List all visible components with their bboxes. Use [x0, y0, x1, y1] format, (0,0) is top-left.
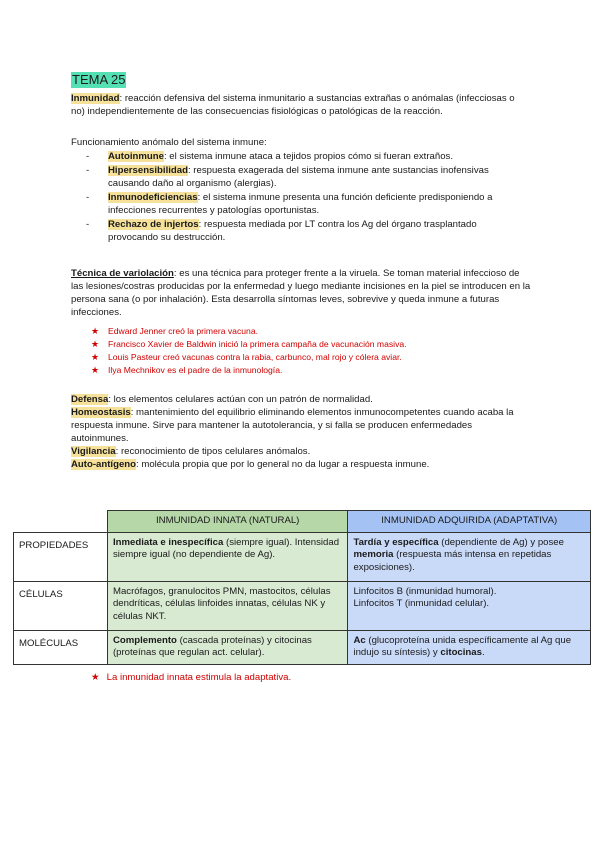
definition-term: Defensa: [71, 394, 109, 405]
definition-term: Auto-antígeno: [71, 459, 137, 470]
table-row: [14, 630, 591, 664]
variolation-paragraph: [71, 267, 531, 319]
dash-icon: -: [86, 219, 90, 230]
star-icon: ★: [91, 672, 100, 683]
bullet-term: Hipersensibilidad: [108, 165, 188, 176]
cell-text: Linfocitos B (inmunidad humoral).: [353, 585, 497, 597]
list-item: [91, 364, 521, 377]
list-item: [86, 191, 526, 217]
adaptive-properties-cell: [348, 532, 591, 581]
list-item: [86, 218, 526, 244]
abnormal-intro: Funcionamiento anómalo del sistema inmune:: [71, 137, 267, 148]
variolation-term: Técnica de variolación: [71, 268, 174, 279]
history-text: Ilya Mechnikov es el padre de la inmunología.: [108, 365, 283, 375]
list-item: [91, 338, 521, 351]
definition-autoantigeno: [71, 458, 531, 471]
star-icon: ★: [91, 365, 100, 375]
note-text: La inmunidad innata estimula la adaptativa.: [106, 672, 292, 683]
history-text: Louis Pasteur creó vacunas contra la rabia, carbunco, mal rojo y cólera aviar.: [108, 352, 402, 362]
row-label: MOLÉCULAS: [14, 630, 108, 664]
definition-text: : reconocimiento de tipos celulares anómalos.: [115, 446, 311, 457]
cell-bold-text: Complemento: [112, 634, 177, 646]
definition-homeostasis: [71, 406, 531, 445]
row-label: PROPIEDADES: [14, 532, 108, 581]
adaptive-molecules-cell: [348, 630, 591, 664]
adaptive-cells-cell: [348, 581, 591, 630]
adaptive-column-header: INMUNIDAD ADQUIRIDA (ADAPTATIVA): [348, 511, 591, 533]
cell-bold-text: Tardía y específica: [353, 536, 439, 548]
definition-term: Homeostasis: [71, 407, 131, 418]
table-row: [14, 532, 591, 581]
innate-column-header: INMUNIDAD INNATA (NATURAL): [107, 511, 348, 533]
definition-vigilancia: [71, 445, 531, 458]
bullet-text: : el sistema inmune presenta una función deficiente predisponiendo a infecciones recurrentes y patologías oportunistas.: [108, 192, 493, 216]
cell-bold-text: citocinas: [440, 647, 482, 658]
definition-term: Vigilancia: [71, 446, 116, 457]
dash-icon: -: [86, 192, 90, 203]
table-row: [14, 581, 591, 630]
cell-text: Linfocitos T (inmunidad celular).: [353, 598, 490, 609]
list-item: [86, 150, 526, 163]
history-text: Francisco Xavier de Baldwin inició la primera campaña de vacunación masiva.: [108, 339, 407, 349]
innate-cells-cell: Macrófagos, granulocitos PMN, mastocitos, células dendríticas, células linfoides innatas, células NK y células NKT.: [107, 581, 348, 630]
dash-icon: -: [86, 165, 90, 176]
cell-text: (glucoproteína unida específicamente al Ag que indujo su síntesis) y: [353, 634, 572, 658]
bullet-term: Rechazo de injertos: [108, 219, 199, 230]
definition-text: : molécula propia que por lo general no da lugar a respuesta inmune.: [136, 459, 430, 470]
innate-properties-cell: [107, 532, 348, 581]
definition-defensa: [71, 393, 531, 406]
bullet-text: : el sistema inmune ataca a tejidos propios cómo si fueran extraños.: [163, 151, 453, 162]
immunity-text: : reacción defensiva del sistema inmunitario a sustancias extrañas o anómalas (infecciosas o no) independientemente de las consecuencias fisiológicas o patológicas de la reacción.: [71, 93, 515, 117]
dash-icon: -: [86, 151, 90, 162]
table-note: [91, 671, 291, 684]
page-title: TEMA 25: [72, 72, 126, 87]
abnormal-list: [86, 150, 526, 245]
cell-text: (respuesta más intensa en repetidas exposiciones).: [353, 549, 552, 573]
history-list: [91, 325, 521, 377]
variolation-text: : es una técnica para proteger frente a la viruela. Se toman material infeccioso de las lesiones/costras producidas por la enfermedad y luego mediante incisiones en la piel se introducen en la persona sana (o por inhalación). Esta desarrolla síntomas leves, sobrevive y queda inmune a futuras infecciones.: [71, 268, 531, 318]
cell-bold-text: Inmediata e inespecífica: [112, 536, 224, 548]
innate-molecules-cell: [107, 630, 348, 664]
list-item: [86, 164, 526, 190]
star-icon: ★: [91, 352, 100, 362]
table-corner-cell: [14, 511, 108, 533]
cell-text: (cascada proteínas) y citocinas (proteínas que regulan act. celular).: [112, 634, 312, 658]
cell-text: (dependiente de Ag) y posee: [438, 536, 564, 548]
immunity-definition: [71, 92, 531, 118]
table-header-row: [14, 511, 591, 533]
star-icon: ★: [91, 339, 100, 349]
bullet-term: Autoinmune: [108, 151, 164, 162]
list-item: [91, 351, 521, 364]
cell-bold-text: memoria: [353, 549, 394, 560]
list-item: [91, 325, 521, 338]
row-label: CÉLULAS: [14, 581, 108, 630]
definition-text: : los elementos celulares actúan con un patrón de normalidad.: [108, 394, 373, 405]
bullet-text: : respuesta mediada por LT contra los Ag del órgano trasplantado provocando su destrucción.: [108, 219, 477, 243]
bullet-text: : respuesta exagerada del sistema inmune ante sustancias inofensivas causando daño al organismo (alergias).: [108, 165, 489, 189]
cell-bold-text: Ac: [353, 634, 366, 646]
definition-text: : mantenimiento del equilibrio eliminando elementos inmunocompetentes cuando acaba la respuesta inmune. Sirve para mantener la autotolerancia, y si falla se producen enfermedades autoinmunes.: [71, 407, 514, 444]
bullet-term: Inmunodeficiencias: [108, 192, 198, 203]
immunity-term: Inmunidad: [71, 93, 120, 104]
cell-text: (siempre igual). Intensidad siempre igual (no dependiente de Ag).: [112, 536, 340, 560]
definitions-block: [71, 393, 531, 471]
star-icon: ★: [91, 326, 100, 336]
cell-text: .: [481, 647, 485, 658]
immunity-comparison-table: [13, 510, 591, 665]
history-text: Edward Jenner creó la primera vacuna.: [108, 326, 258, 336]
